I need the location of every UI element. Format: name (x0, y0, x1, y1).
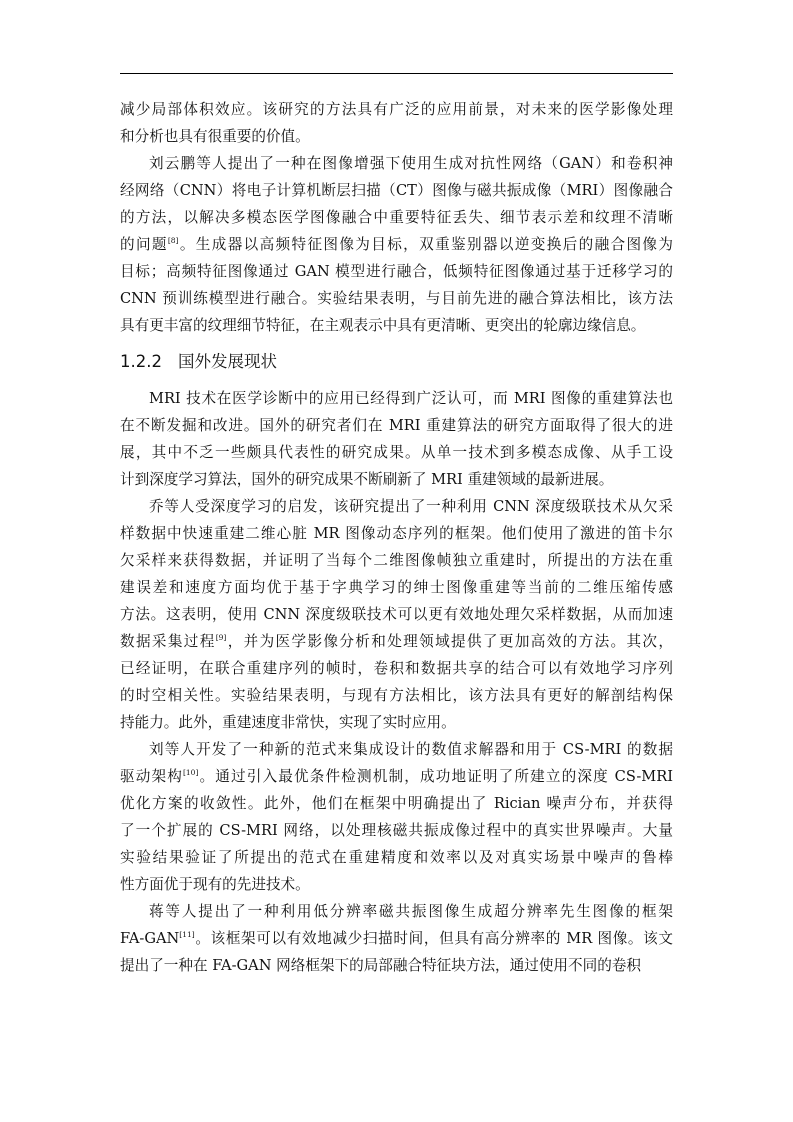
page-body (120, 96, 673, 979)
line-text: 欠采样来获得数据，并证明了当每个二维图像帧独立重建时，所提出的方法在重 (120, 552, 673, 569)
text-line (120, 412, 673, 439)
paragraph-qiao (120, 493, 673, 736)
text-line (120, 312, 673, 339)
line-text: 驱动架构 (120, 768, 183, 785)
text-line (120, 628, 673, 655)
line-text: 在不断发掘和改进。国外的研究者们在 MRI 重建算法的研究方面取得了很大的进 (120, 417, 673, 434)
line-text: MRI 技术在医学诊断中的应用已经得到广泛认可，而 MRI 图像的重建算法也 (149, 390, 673, 407)
line-text: 样数据中快速重建二维心脏 MR 图像动态序列的框架。他们使用了激进的笛卡尔 (120, 525, 673, 542)
text-line (120, 952, 673, 979)
line-text: 乔等人受深度学习的启发，该研究提出了一种利用 CNN 深度级联技术从欠采 (149, 498, 673, 515)
text-line (120, 763, 673, 790)
text-line (120, 439, 673, 466)
line-text: 计到深度学习算法，国外的研究成果不断刷新了 MRI 重建领域的最新进展。 (120, 471, 614, 488)
text-line (120, 385, 673, 412)
header-rule (120, 73, 673, 74)
line-text: 了一个扩展的 CS-MRI 网络，以处理核磁共振成像过程中的真实世界噪声。大量 (120, 822, 673, 839)
text-line (120, 790, 673, 817)
text-line (120, 844, 673, 871)
text-line (120, 682, 673, 709)
paragraph-continuation (120, 96, 673, 150)
text-line (120, 817, 673, 844)
paragraph-jiang-fagan (120, 898, 673, 979)
text-line (120, 285, 673, 312)
text-line (120, 655, 673, 682)
text-line (120, 493, 673, 520)
top-paragraphs (120, 96, 673, 339)
line-text: 。通过引入最优条件检测机制，成功地证明了所建立的深度 CS-MRI (198, 768, 673, 785)
line-text: 具有更丰富的纹理细节特征，在主观表示中具有更清晰、更突出的轮廓边缘信息。 (120, 317, 646, 334)
text-line (120, 871, 673, 898)
line-text: 刘等人开发了一种新的范式来集成设计的数值求解器和用于 CS-MRI 的数据 (149, 741, 673, 758)
text-line (120, 709, 673, 736)
citation-marker: [8] (167, 236, 179, 245)
text-line (120, 204, 673, 231)
line-text: FA-GAN (120, 930, 180, 947)
text-line (120, 520, 673, 547)
text-line (120, 150, 673, 177)
line-text: 的时空相关性。实验结果表明，与现有方法相比，该方法具有更好的解剖结构保 (120, 687, 673, 704)
line-text: 。生成器以高频特征图像为目标，双重鉴别器以逆变换后的融合图像为 (178, 236, 673, 253)
section-title: 国外发展现状 (178, 352, 277, 371)
citation-marker: [11] (179, 930, 195, 939)
line-text: 数据采集过程 (120, 633, 216, 650)
text-line (120, 258, 673, 285)
line-text: 。该框架可以有效地减少扫描时间，但具有高分辨率的 MR 图像。该文 (194, 930, 673, 947)
text-line (120, 898, 673, 925)
line-text: 经网络（CNN）将电子计算机断层扫描（CT）图像与磁共振成像（MRI）图像融合 (120, 182, 673, 199)
line-text: CNN 预训练模型进行融合。实验结果表明，与目前先进的融合算法相比，该方法 (120, 290, 673, 307)
text-line (120, 601, 673, 628)
text-line (120, 177, 673, 204)
text-line (120, 736, 673, 763)
line-text: 和分析也具有很重要的价值。 (120, 128, 310, 145)
line-text: ，并为医学影像分析和处理领域提供了更加高效的方法。其次， (226, 633, 673, 650)
text-line (120, 231, 673, 258)
text-line (120, 123, 673, 150)
line-text: 的方法，以解决多模态医学图像融合中重要特征丢失、细节表示差和纹理不清晰 (120, 209, 673, 226)
text-line (120, 547, 673, 574)
line-text: 蒋等人提出了一种利用低分辨率磁共振图像生成超分辨率先生图像的框架 (149, 903, 673, 920)
line-text: 实验结果验证了所提出的范式在重建精度和效率以及对真实场景中噪声的鲁棒 (120, 849, 673, 866)
paragraph-liu-cs-mri (120, 736, 673, 898)
paragraph-mri-overview (120, 385, 673, 493)
line-text: 展，其中不乏一些颇具代表性的研究成果。从单一技术到多模态成像、从手工设 (120, 444, 673, 461)
citation-marker: [9] (215, 633, 227, 642)
text-line (120, 574, 673, 601)
line-text: 建误差和速度方面均优于基于字典学习的绅士图像重建等当前的二维压缩传感 (120, 579, 673, 596)
line-text: 提出了一种在 FA-GAN 网络框架下的局部融合特征块方法，通过使用不同的卷积 (120, 957, 641, 974)
section-number: 1.2.2 (120, 352, 162, 371)
line-text: 方法。这表明，使用 CNN 深度级联技术可以更有效地处理欠采样数据，从而加速 (120, 606, 673, 623)
line-text: 减少局部体积效应。该研究的方法具有广泛的应用前景，对未来的医学影像处理 (120, 101, 673, 118)
paragraph-liu-yunpeng (120, 150, 673, 339)
line-text: 的问题 (120, 236, 168, 253)
line-text: 性方面优于现有的先进技术。 (120, 876, 310, 893)
line-text: 优化方案的收敛性。此外，他们在框架中明确提出了 Rician 噪声分布，并获得 (120, 795, 673, 812)
text-line (120, 96, 673, 123)
citation-marker: [10] (182, 768, 199, 777)
section-heading (120, 340, 673, 383)
text-line (120, 466, 673, 493)
line-text: 目标；高频特征图像通过 GAN 模型进行融合，低频特征图像通过基于迁移学习的 (120, 263, 673, 280)
bottom-paragraphs (120, 385, 673, 979)
line-text: 刘云鹏等人提出了一种在图像增强下使用生成对抗性网络（GAN）和卷积神 (149, 155, 673, 172)
line-text: 已经证明，在联合重建序列的帧时，卷积和数据共享的结合可以有效地学习序列 (120, 660, 673, 677)
text-line (120, 925, 673, 952)
line-text: 持能力。此外，重建速度非常快，实现了实时应用。 (120, 714, 456, 731)
